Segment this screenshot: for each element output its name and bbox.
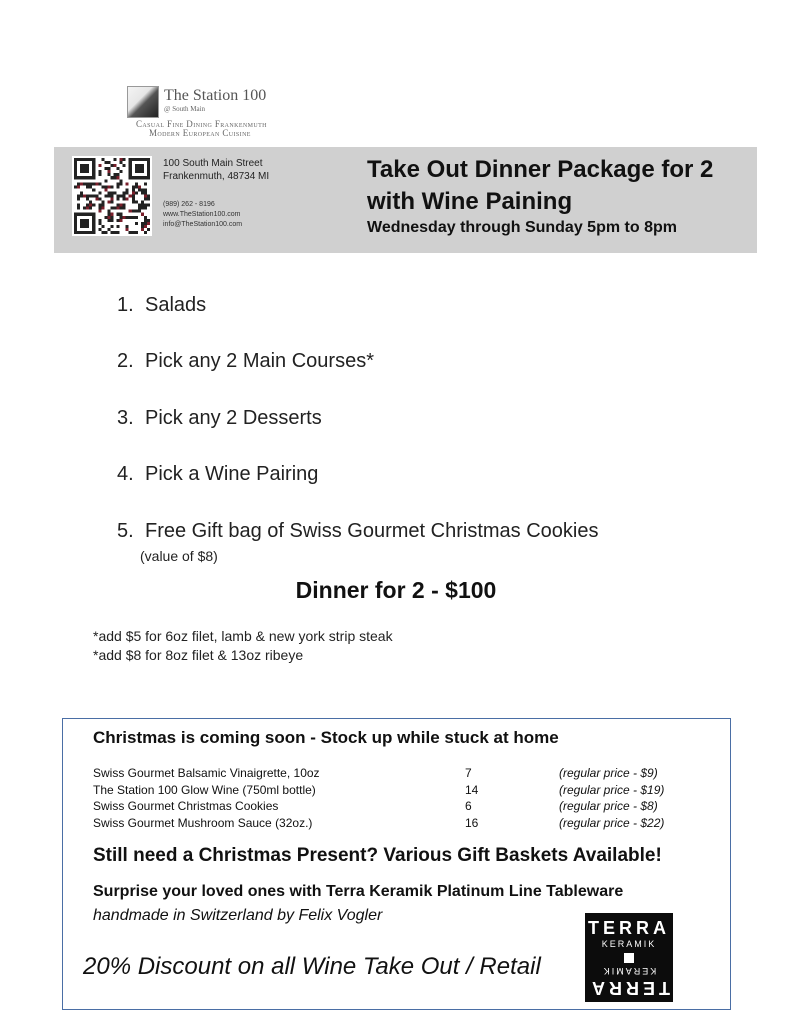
product-name: The Station 100 Glow Wine (750ml bottle) <box>93 783 316 797</box>
menu-item <box>117 350 374 373</box>
product-regular-price: (regular price - $22) <box>559 816 665 830</box>
terra-logo-top: TERRA <box>588 918 670 938</box>
product-price: 6 <box>465 799 472 813</box>
menu-item <box>117 463 318 486</box>
product-name: Swiss Gourmet Mushroom Sauce (32oz.) <box>93 816 313 830</box>
email-address: info@TheStation100.com <box>163 221 243 228</box>
christmas-heading: Christmas is coming soon - Stock up while stuck at home <box>93 728 559 747</box>
address-line-1: 100 South Main Street <box>163 158 263 169</box>
menu-item <box>117 407 322 430</box>
package-hours: Wednesday through Sunday 5pm to 8pm <box>367 219 677 236</box>
logo-name: The Station 100 <box>164 87 267 104</box>
menu-item-number: 1. <box>117 294 134 316</box>
menu-item-text: Pick a Wine Pairing <box>145 463 319 485</box>
product-name: Swiss Gourmet Balsamic Vinaigrette, 10oz <box>93 766 320 780</box>
menu-item <box>117 294 206 317</box>
address-line-2: Frankenmuth, 48734 MI <box>163 171 270 182</box>
product-regular-price: (regular price - $19) <box>559 783 665 797</box>
menu-item-text: Pick any 2 Desserts <box>145 407 322 429</box>
phone-number: (989) 262 - 8196 <box>163 201 215 208</box>
product-price: 7 <box>465 766 472 780</box>
terra-keramik-line: Surprise your loved ones with Terra Keramik Platinum Line Tableware <box>93 883 624 900</box>
logo-mark-icon <box>127 86 159 118</box>
menu-item-number: 5. <box>117 520 134 542</box>
website: www.TheStation100.com <box>163 211 241 218</box>
wine-discount: 20% Discount on all Wine Take Out / Retail <box>83 953 541 980</box>
package-price: Dinner for 2 - $100 <box>295 577 497 603</box>
product-regular-price: (regular price - $8) <box>559 799 658 813</box>
contact-block <box>163 200 242 230</box>
address-block <box>163 157 269 183</box>
product-name: Swiss Gourmet Christmas Cookies <box>93 799 279 813</box>
product-row <box>93 799 658 813</box>
menu-item-number: 3. <box>117 407 134 429</box>
product-row <box>93 766 658 780</box>
terra-keramik-logo <box>585 913 673 1002</box>
menu-item <box>117 520 598 543</box>
terra-logo-word: KERAMIK <box>601 939 657 949</box>
addon-note: *add $5 for 6oz filet, lamb & new york strip steak <box>93 628 393 644</box>
menu-item-text: Free Gift bag of Swiss Gourmet Christmas Cookies <box>145 520 599 542</box>
product-row <box>93 783 664 797</box>
logo-tagline-1: Casual Fine Dining Frankenmuth <box>136 119 267 129</box>
product-price: 14 <box>465 783 479 797</box>
addon-note: *add $8 for 8oz filet & 13oz ribeye <box>93 647 304 663</box>
product-regular-price: (regular price - $9) <box>559 766 658 780</box>
package-title: Take Out Dinner Package for 2 with Wine Paining <box>367 156 714 215</box>
terra-logo-square-icon <box>624 953 634 963</box>
menu-item-text: Pick any 2 Main Courses* <box>145 350 374 372</box>
menu-item-number: 4. <box>117 463 134 485</box>
logo-subname: @ South Main <box>164 105 206 113</box>
qr-code-icon <box>72 156 152 236</box>
product-price: 16 <box>465 816 479 830</box>
terra-logo-word-inverted: KERAMIK <box>601 966 657 976</box>
terra-logo-bottom: TERRA <box>588 978 670 998</box>
handmade-note: handmade in Switzerland by Felix Vogler <box>93 907 383 924</box>
gift-baskets-line: Still need a Christmas Present? Various Gift Baskets Available! <box>93 845 662 866</box>
menu-item-text: Salads <box>145 294 207 316</box>
cookie-value-note: (value of $8) <box>140 548 218 564</box>
logo-tagline-2: Modern European Cuisine <box>149 128 251 138</box>
menu-item-number: 2. <box>117 350 134 372</box>
product-row <box>93 816 664 830</box>
